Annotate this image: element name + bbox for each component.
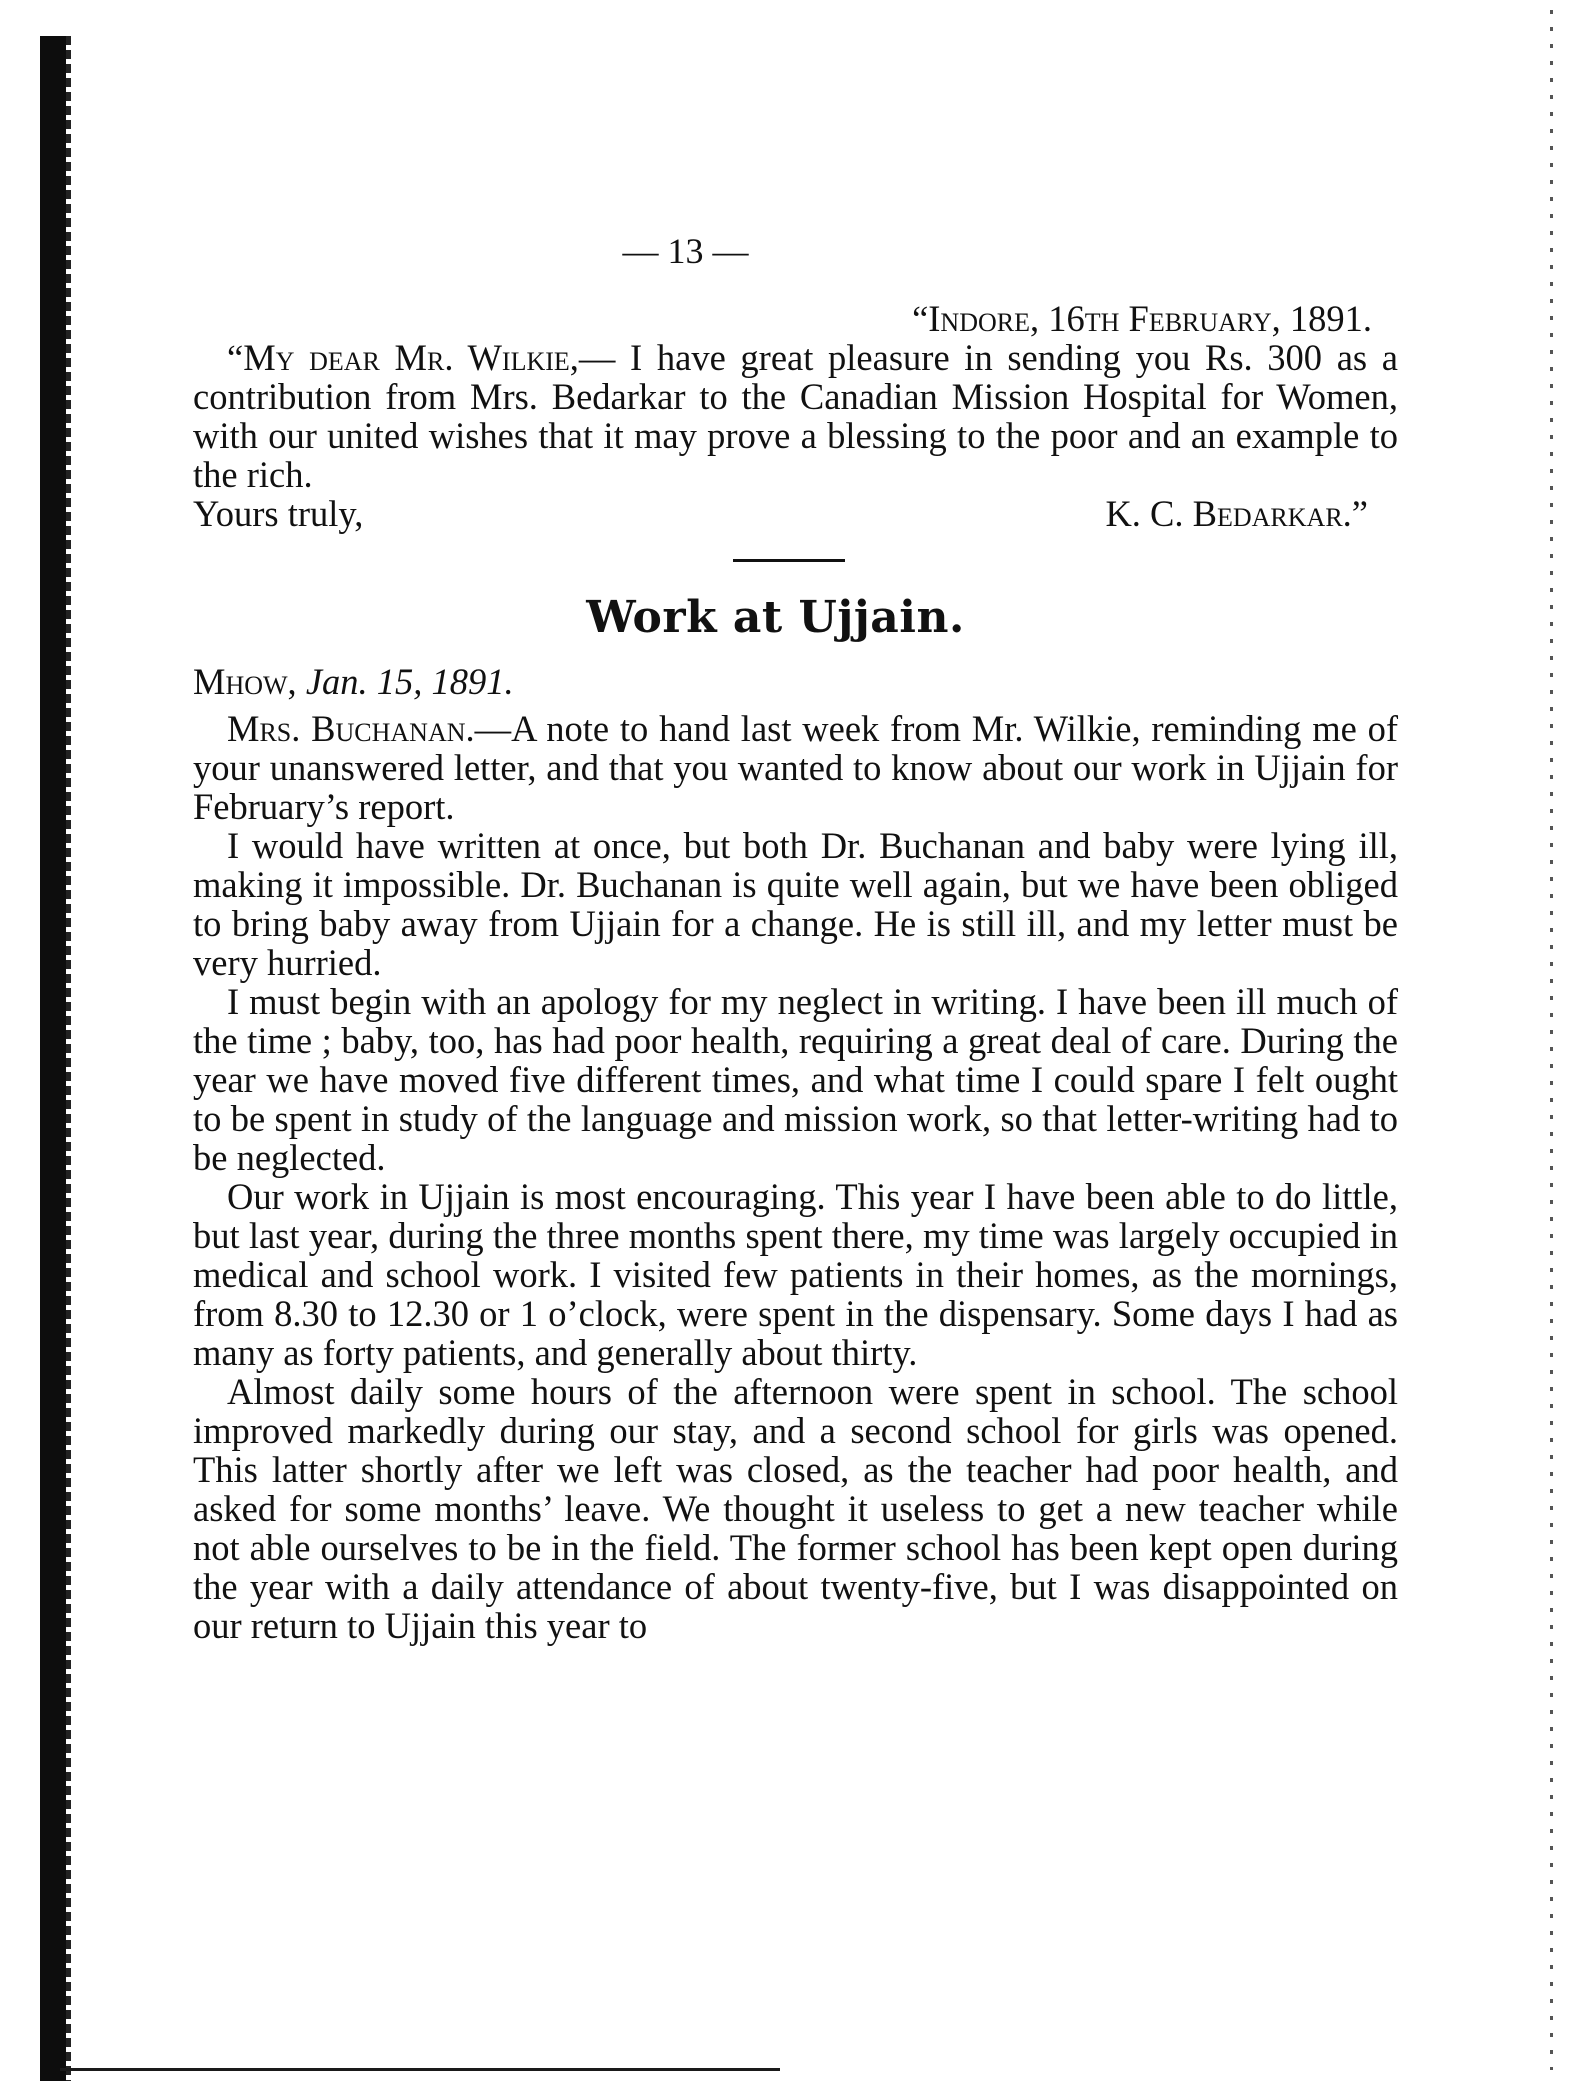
letter-closing-line xyxy=(193,494,1398,533)
paragraph-1 xyxy=(193,709,1398,826)
letter-closing: Yours truly, xyxy=(193,493,364,534)
section-date: Jan. 15, 1891. xyxy=(305,661,514,702)
section-heading: Work at Ujjain. xyxy=(586,592,965,643)
letter-dateline: “Indore, 16th February, 1891. xyxy=(912,298,1372,339)
letter xyxy=(193,299,1398,533)
page-number: — 13 — xyxy=(622,231,749,271)
letter-salutation: “My dear Mr. Wilkie,— xyxy=(227,337,616,378)
letter-signature: K. C. Bedarkar.” xyxy=(1105,493,1368,534)
section-divider xyxy=(733,559,845,562)
binding-edge xyxy=(66,36,71,2081)
letter-text: I have great pleasure in sending you Rs. 300 as a contribution from Mrs. Bedarkar to the Canadian Mission Hospital for Women, with our united wishes that it may prove a blessing to the poor and an example to the rich. xyxy=(193,337,1398,495)
paragraph-3: I must begin with an apology for my neglect in writing. I have been ill much of the time ; baby, too, has had poor health, requiring a great deal of care. During the year we have moved five different times, and what time I could spare I felt ought to be spent in study of the language and mission work, so that letter-writing had to be neglected. xyxy=(193,981,1398,1178)
page-body xyxy=(193,232,1398,1645)
bottom-rule xyxy=(60,2068,780,2071)
paragraph-1-text: —A note to hand last week from Mr. Wilkie, reminding me of your unanswered letter, and that you wanted to know about our work in Ujjain for February’s report. xyxy=(193,708,1398,827)
paragraph-2: I would have written at once, but both Dr. Buchanan and baby were lying ill, making it impossible. Dr. Buchanan is quite well again, but we have been obliged to bring baby away from Ujjain for a change. He is still ill, and my letter must be very hurried. xyxy=(193,825,1398,983)
paragraph-5: Almost daily some hours of the afternoon were spent in school. The school improved markedly during our stay, and a second school for girls was opened. This latter shortly after we left was closed, as the teacher had poor health, and asked for some months’ leave. We thought it useless to get a new teacher while not able ourselves to be in the field. The former school has been kept open during the year with a daily attendance of about twenty-five, but I was disappointed on our return to Ujjain this year to xyxy=(193,1371,1398,1646)
page-edge xyxy=(1550,10,1553,2070)
letter-body xyxy=(193,338,1398,494)
section-place: Mhow, xyxy=(193,661,306,702)
binding-shadow xyxy=(40,36,66,2081)
paragraph-4: Our work in Ujjain is most encouraging. This year I have been able to do little, but last year, during the three months spent there, my time was largely occupied in medical and school work. I visited few patients in their homes, as the mornings, from 8.30 to 12.30 or 1 o’clock, were spent in the dispensary. Some days I had as many as forty patients, and generally about thirty. xyxy=(193,1176,1398,1373)
addressee: Mrs. Buchanan. xyxy=(227,708,475,749)
section-dateline xyxy=(193,662,1398,701)
